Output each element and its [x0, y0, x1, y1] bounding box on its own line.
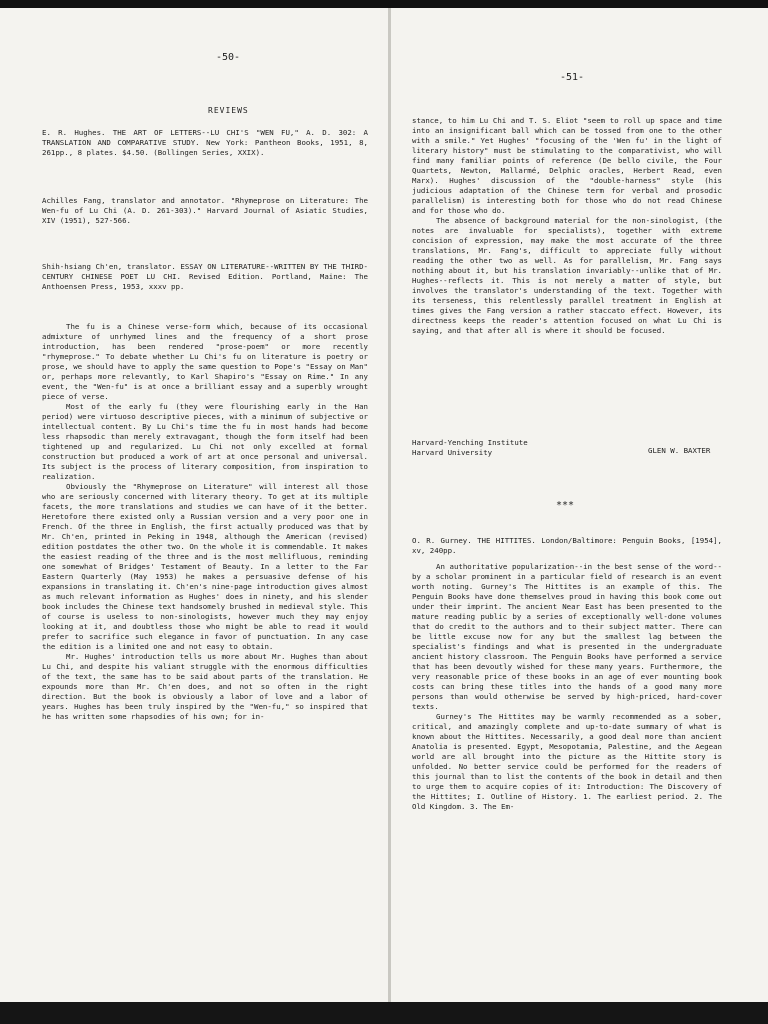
scan-bottom-edge: [0, 1002, 768, 1024]
citation-chen: Shih-hsiang Ch'en, translator. ESSAY ON LITERATURE--WRITTEN BY THE THIRD-CENTURY CHINESE POET LU CHI. Revised Edition. Portland, Maine: The Anthoensen Press, 1953, xxxv pp.: [42, 262, 368, 291]
reviewer-affiliation: Harvard-Yenching Institute Harvard University: [412, 438, 528, 457]
page-number-right: -51-: [560, 72, 585, 83]
reviewer-name: GLEN W. BAXTER: [648, 446, 711, 455]
citation-hughes: E. R. Hughes. THE ART OF LETTERS--LU CHI'S "WEN FU," A. D. 302: A TRANSLATION AND COMPARATIVE STUDY. New York: Pantheon Books, 1951, 8, 261pp., 8 plates. $4.50. (Bollingen Series, XXIX).: [42, 128, 368, 157]
paragraph: stance, to him Lu Chi and T. S. Eliot "seem to roll up space and time into an insignificant ball which can be tossed from one to the other with a smile." Yet Hughes' "focusing of the 'Wen fu' in the light of literary history" must be stimulating to the comparativist, who will find many familiar points of reference (De bello civile, the Four Quartets, Newton, Mallarmé, Delphic oracles, Herbert Read, even Marx). Hughes' discussion of the "double-harness" style (his judicious adaptation of the Chinese term for verbal and prosodic parallelism) is interesting both for those who do not read Chinese and for those who do.: [412, 116, 722, 215]
section-heading: REVIEWS: [208, 106, 249, 115]
right-body-bottom: [412, 562, 722, 812]
paragraph: Most of the early fu (they were flourishing early in the Han period) were virtuoso descriptive pieces, with a minimum of subjective or intellectual content. By Lu Chi's time the fu in most hands had become less rhapsodic than merely extravagant, though the form itself had been tightened up and regularized. Lu Chi not only excelled at formal construction but produced a work of art at once personal and universal. Its subject is the process of literary composition, from inspiration to realization.: [42, 402, 368, 481]
paragraph: Gurney's The Hittites may be warmly recommended as a sober, critical, and amazingly complete and up-to-date summary of what is known about the Hittites. Necessarily, a good deal more than ancient Anatolia is presented. Egypt, Mesopotamia, Palestine, and the Aegean world are all brought into the picture as the Hittite story is unfolded. No better service could be performed for the readers of this journal than to list the contents of the book in detail and then to urge them to acquire copies of it: Introduction: The Discovery of the Hittites; I. Outline of History. 1. The earliest period. 2. The Old Kingdom. 3. The Em-: [412, 712, 722, 811]
paragraph: The fu is a Chinese verse-form which, because of its occasional admixture of unrhymed lines and the frequency of a short prose introduction, has been rendered "prose-poem" or more recently "rhymeprose." To debate whether Lu Chi's fu on literature is poetry or prose, we should have to apply the same question to Pope's "Essay on Man" or, perhaps more relevantly, to Karl Shapiro's "Essay on Rime." In any event, the "Wen-fu" is at once a brilliant essay and a superbly wrought piece of verse.: [42, 322, 368, 401]
citation-fang: Achilles Fang, translator and annotator. "Rhymeprose on Literature: The Wen-fu of Lu Chi (A. D. 261-303)." Harvard Journal of Asiatic Studies, XIV (1951), 527-566.: [42, 196, 368, 225]
paragraph: Obviously the "Rhymeprose on Literature" will interest all those who are seriously concerned with literary theory. To get at its multiple facets, the more translations and studies we can have of it the better. Heretofore there existed only a Russian version and a very poor one in French. Of the three in English, the first actually produced was that by Mr. Ch'en, printed in Peking in 1948, although the American (revised) edition postdates the other two. On the whole it is commendable. It makes the easiest reading of the three and is the most mellifluous, reminding one somewhat of Bridges' Testament of Beauty. In a letter to the Far Eastern Quarterly (May 1953) he makes a persuasive defense of his expansions in translating it. Ch'en's nine-page introduction gives almost as much relevant information as Hughes' does in ninety, and his slender book includes the Chinese text handsomely brushed in medieval style. This of course is useless to non-sinologists, however much they may enjoy looking at it, and doubtless those who might be able to read it would prefer to sacrifice such elegance in favor of punctuation. In any case the edition is a limited one and not easy to obtain.: [42, 482, 368, 651]
section-separator: ***: [556, 500, 575, 511]
paragraph: The absence of background material for the non-sinologist, (the notes are invaluable for specialists), together with extreme concision of expression, may make the most accurate of the three translations, Mr. Fang's, difficult to appreciate fully without reading the other two as well. As for parallelism, Mr. Fang says nothing about it, but his translation invariably--unlike that of Mr. Hughes--reflects it. This is not merely a matter of style, but involves the translator's understanding of the text. Together with its terseness, this relentlessly parallel treatment in English at times gives the Fang version a rather staccato effect. However, its directness keeps the reader's attention focused on what Lu Chi is saying, and that after all is where it should be focused.: [412, 216, 722, 335]
page-number-left: -50-: [216, 52, 241, 63]
scan-top-edge: [0, 0, 768, 8]
citation-gurney: O. R. Gurney. THE HITTITES. London/Baltimore: Penguin Books, [1954], xv, 240pp.: [412, 536, 722, 555]
page-gutter: [388, 8, 391, 1002]
paragraph: An authoritative popularization--in the best sense of the word--by a scholar prominent in a particular field of research is an event worth noting. Gurney's The Hittites is an example of this. The Penguin Books have done themselves proud in having this book come out under their imprint. The ancient Near East has been presented to the mature reading public by a series of exceptionally well-done volumes that do credit to the authors and to their subject matter. There can be little excuse now for any but the smallest lag between the specialist's findings and what is presented in the undergraduate ancient history classroom. The Penguin Books have performed a service that has been devoutly wished for these many years. Furthermore, the very reasonable price of these books in an age of ever mounting book costs can bring these titles into the hands of a good many more persons than would otherwise be served by high-priced, hard-cover texts.: [412, 562, 722, 711]
left-body: [42, 322, 368, 722]
paragraph: Mr. Hughes' introduction tells us more about Mr. Hughes than about Lu Chi, and despite his valiant struggle with the enormous difficulties of the text, the same has to be said about parts of the translation. He expounds more than Mr. Ch'en does, and not so often in the right direction. But the book is obviously a labor of love and a labor of years. Hughes has been truly inspired by the "Wen-fu," so inspired that he has written some rhapsodies of his own; for in-: [42, 652, 368, 721]
right-body-top: [412, 116, 722, 336]
